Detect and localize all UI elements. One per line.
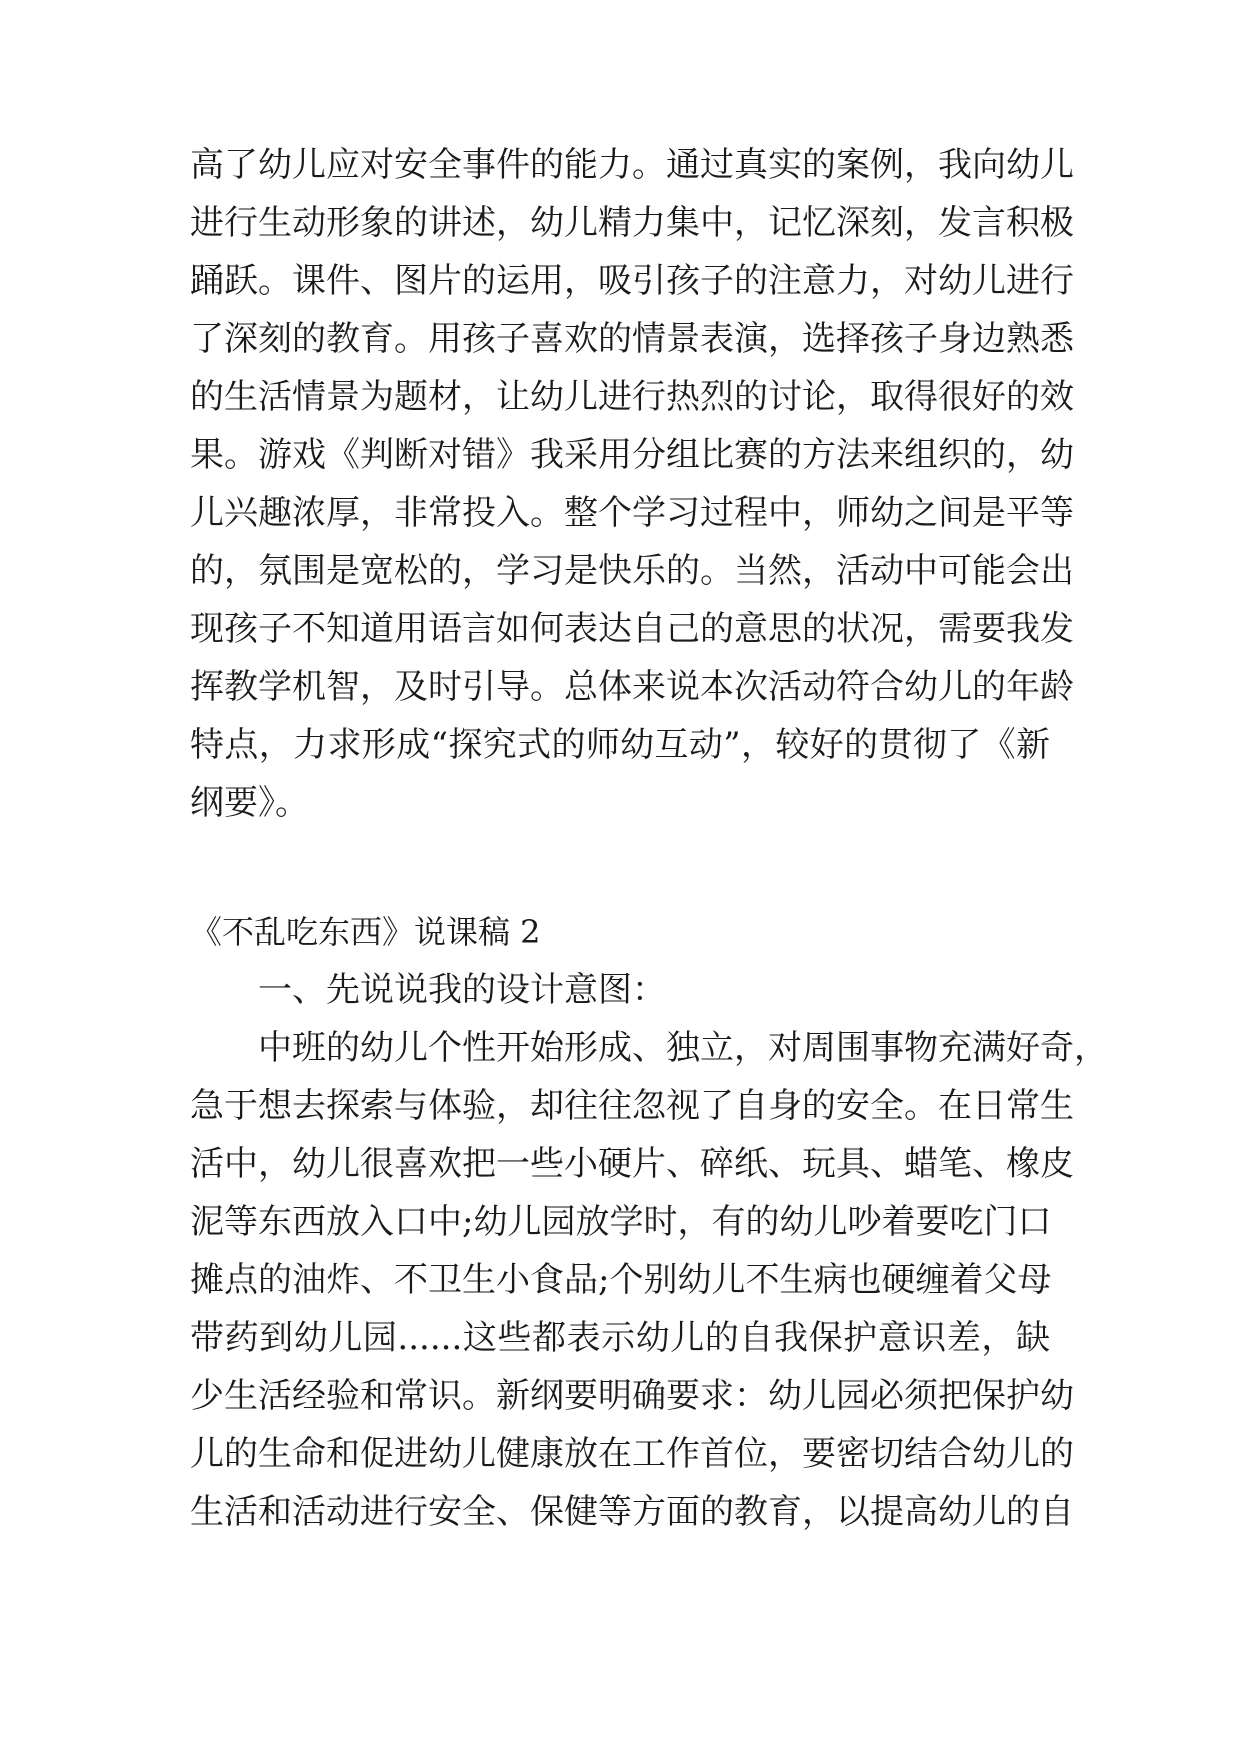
paragraph-line: 踊跃。课件、图片的运用，吸引孩子的注意力，对幼儿进行 (190, 261, 1074, 301)
paragraph-line: 生活和活动进行安全、保健等方面的教育，以提高幼儿的自 (190, 1492, 1074, 1532)
paragraph-line: 的，氛围是宽松的，学习是快乐的。当然，活动中可能会出 (190, 551, 1074, 591)
paragraph-line: 挥教学机智，及时引导。总体来说本次活动符合幼儿的年龄 (190, 667, 1074, 707)
paragraph-line: 儿的生命和促进幼儿健康放在工作首位，要密切结合幼儿的 (190, 1434, 1074, 1474)
paragraph-line: 进行生动形象的讲述，幼儿精力集中，记忆深刻，发言积极 (190, 203, 1074, 243)
paragraph-line: 果。游戏《判断对错》我采用分组比赛的方法来组织的，幼 (190, 435, 1074, 475)
paragraph-line: 摊点的油炸、不卫生小食品;个别幼儿不生病也硬缠着父母 (190, 1260, 1052, 1300)
paragraph-line: 急于想去探索与体验，却往往忽视了自身的安全。在日常生 (190, 1086, 1074, 1126)
paragraph-line: 的生活情景为题材，让幼儿进行热烈的讨论，取得很好的效 (190, 377, 1074, 417)
paragraph-line: 带药到幼儿园......这些都表示幼儿的自我保护意识差，缺 (190, 1318, 1050, 1358)
paragraph-line: 现孩子不知道用语言如何表达自己的意思的状况，需要我发 (190, 609, 1074, 649)
paragraph-line: 纲要》。 (190, 783, 309, 823)
paragraph-line: 中班的幼儿个性开始形成、独立，对周围事物充满好奇， (258, 1028, 1108, 1068)
paragraph-line: 儿兴趣浓厚，非常投入。整个学习过程中，师幼之间是平等 (190, 493, 1074, 533)
paragraph-line: 活中，幼儿很喜欢把一些小硬片、碎纸、玩具、蜡笔、橡皮 (190, 1144, 1074, 1184)
paragraph-line: 少生活经验和常识。新纲要明确要求：幼儿园必须把保护幼 (190, 1376, 1074, 1416)
subheading: 一、先说说我的设计意图： (258, 970, 666, 1010)
paragraph-line: 泥等东西放入口中;幼儿园放学时，有的幼儿吵着要吃门口 (190, 1202, 1052, 1242)
paragraph-line: 高了幼儿应对安全事件的能力。通过真实的案例，我向幼儿 (190, 145, 1074, 185)
section-title: 《不乱吃东西》说课稿 2 (190, 913, 541, 951)
paragraph-line: 特点，力求形成“探究式的师幼互动”，较好的贯彻了《新 (190, 725, 1050, 765)
paragraph-line: 了深刻的教育。用孩子喜欢的情景表演，选择孩子身边熟悉 (190, 319, 1074, 359)
